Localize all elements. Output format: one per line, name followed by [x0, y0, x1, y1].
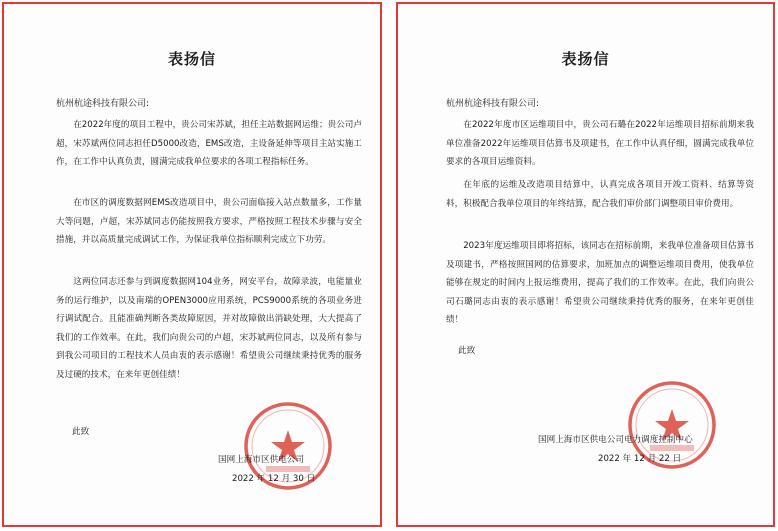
- paragraph-3: 这两位同志还参与到调度数据网104业务，网安平台，故障录波，电能量业务的运行维护，以及南瑞的OPEN3000应用系统，PCS9000系统的各项业务进行调试配合。且能准确判断各类故障原因，并对故障做出消缺处理，大大提高了我们的工作效率。在此，我们向贵公司的卢超，宋苏斌两位同志，以及所有参与到我公司项目的工程技术人员由衷的表示感谢！希望贵公司继续秉持优秀的服务及过硬的技术，在来年更创佳绩！: [56, 277, 362, 380]
- letter-right: [396, 2, 775, 527]
- paragraph-2: 在市区的调度数据网EMS改造项目中，贵公司面临接入站点数量多，工作量大等问题，卢超，宋苏斌同志仍能按照我方要求，严格按照工程技术步骤与安全措施，并以高质量完成调试工作，为保证我单位指标顺利完成立下功劳。: [56, 198, 362, 246]
- organization: 国网上海市区供电公司电力调度控制中心: [538, 435, 693, 445]
- paragraph-2: 在年底的运维及改造项目结算中，认真完成各项目开竣工资料、结算等资料，积极配合我单位项目的年终结算，配合我们审价部门调整项目审价费用。: [446, 180, 754, 209]
- date: 2022 年 12 月 30 日: [232, 474, 316, 484]
- paragraph-1: 在2022年度的项目工程中，贵公司宋苏斌，担任主站数据网运维；贵公司卢超，宋苏斌两位同志担任D5000改造，EMS改造，主设备延伸等项目主站实施工作，在工作中认真负责，圆满完成我单位要求的各项工程指标任务。: [56, 120, 362, 168]
- salutation: 杭州杭途科技有限公司:: [446, 99, 540, 109]
- closing: 此致: [72, 427, 90, 437]
- letter-title: 表扬信: [561, 50, 610, 68]
- letter-title: 表扬信: [167, 50, 216, 68]
- salutation: 杭州杭途科技有限公司:: [56, 99, 150, 109]
- paragraph-3: 2023年度运维项目即将招标，该同志在招标前期，来我单位准备项目估算书及项建书，严格按照国网的估算要求，加班加点的调整运维项目费用，使我单位能够在规定的时间内上报运维费用，提高了我们的工作效率。在此，我们向贵公司石璐同志由衷的表示感谢！希望贵公司继续秉持优秀的服务，在来年更创佳绩！: [446, 241, 754, 326]
- paragraph-1: 在2022年度市区运维项目中，贵公司石璐在2022年运维项目招标前期来我单位准备2022年运维项目估算书及项建书，在工作中认真仔细，圆满完成我单位要求的各项目运维资料。: [446, 120, 754, 168]
- date: 2022 年 12 月 22 日: [598, 454, 682, 464]
- closing: 此致: [458, 346, 476, 356]
- organization: 国网上海市区供电公司: [218, 455, 304, 465]
- letter-left: [2, 2, 382, 527]
